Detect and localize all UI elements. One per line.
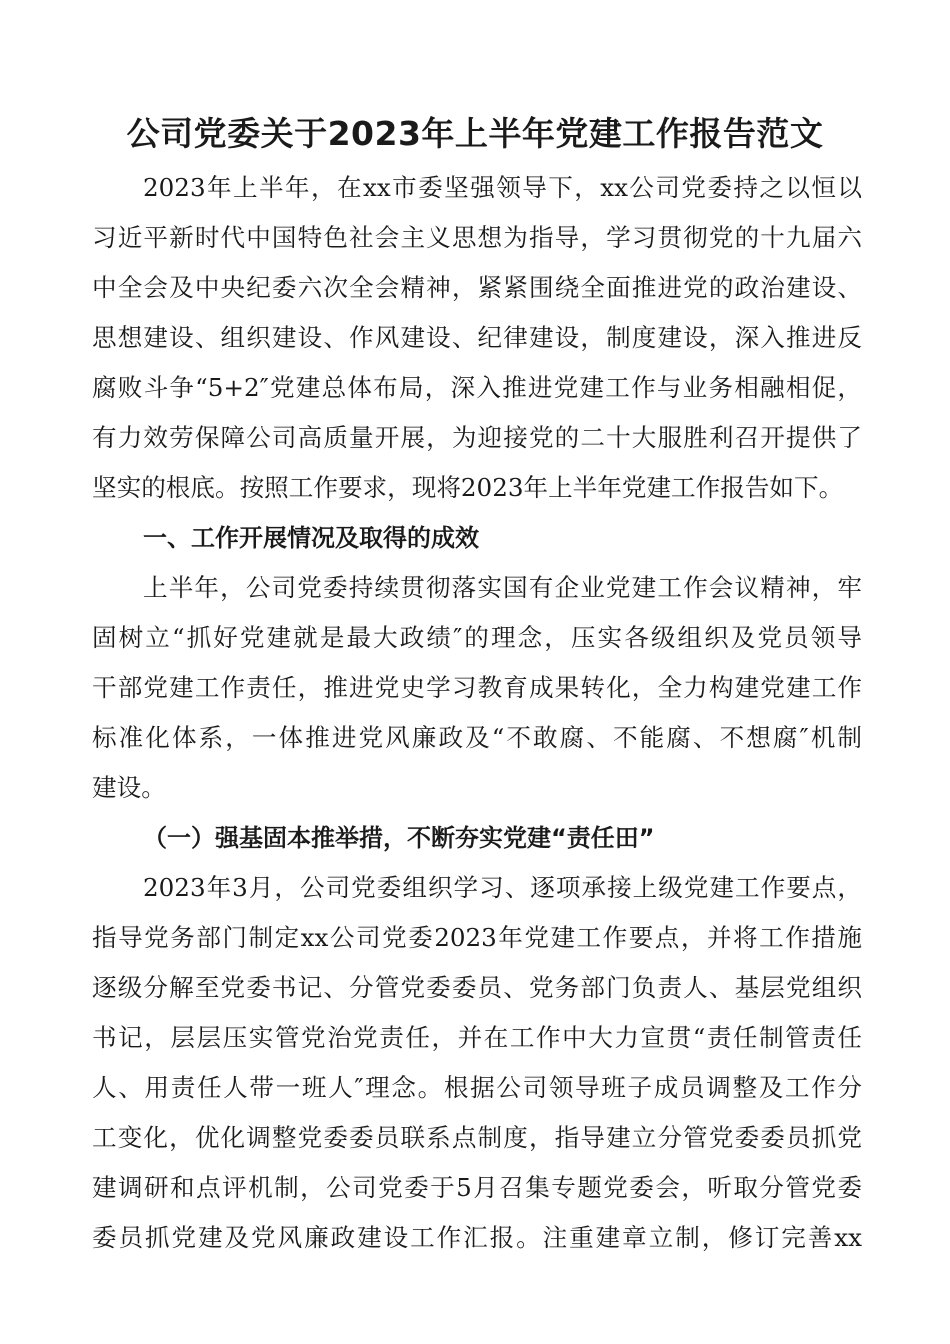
subsection1-line: 逐级分解至党委书记、分管党委委员、党务部门负责人、基层党组织 — [92, 973, 862, 1002]
intro-line: 习近平新时代中国特色社会主义思想为指导，学习贯彻党的十九届六 — [92, 223, 862, 252]
section1-line: 上半年，公司党委持续贯彻落实国有企业党建工作会议精神，牢 — [143, 573, 862, 602]
subsection1-line: 书记，层层压实管党治党责任，并在工作中大力宣贯“责任制管责任 — [92, 1023, 862, 1052]
intro-line: 思想建设、组织建设、作风建设、纪律建设，制度建设，深入推进反 — [92, 323, 862, 352]
intro-line: 2023年上半年，在xx市委坚强领导下，xx公司党委持之以恒以 — [143, 173, 862, 202]
subsection1-line: 工变化，优化调整党委委员联系点制度，指导建立分管党委委员抓党 — [92, 1123, 862, 1152]
section1-line: 建设。 — [92, 773, 166, 802]
subsection1-line: 2023年3月，公司党委组织学习、逐项承接上级党建工作要点， — [143, 873, 862, 902]
document-title: 公司党委关于2023年上半年党建工作报告范文 — [126, 114, 824, 153]
intro-line: 中全会及中央纪委六次全会精神，紧紧围绕全面推进党的政治建设、 — [92, 273, 862, 302]
intro-line: 坚实的根底。按照工作要求，现将2023年上半年党建工作报告如下。 — [92, 473, 844, 502]
section1-line: 干部党建工作责任，推进党史学习教育成果转化，全力构建党建工作 — [92, 673, 862, 702]
subsection-heading: （一）强基固本推举措，不断夯实党建“责任田” — [143, 824, 655, 852]
subsection1-line: 人、用责任人带一班人″理念。根据公司领导班子成员调整及工作分 — [92, 1073, 862, 1102]
subsection1-line: 建调研和点评机制，公司党委于5月召集专题党委会，听取分管党委 — [92, 1173, 862, 1202]
section1-line: 标准化体系，一体推进党风廉政及“不敢腐、不能腐、不想腐″机制 — [92, 723, 862, 752]
section-heading: 一、工作开展情况及取得的成效 — [143, 524, 479, 552]
section1-line: 固树立“抓好党建就是最大政绩″的理念，压实各级组织及党员领导 — [92, 623, 862, 652]
subsection1-line: 委员抓党建及党风廉政建设工作汇报。注重建章立制，修订完善xx — [92, 1223, 862, 1252]
intro-line: 有力效劳保障公司高质量开展，为迎接党的二十大服胜利召开提供了 — [92, 423, 862, 452]
subsection1-line: 指导党务部门制定xx公司党委2023年党建工作要点，并将工作措施 — [92, 923, 862, 952]
intro-line: 腐败斗争“5+2″党建总体布局，深入推进党建工作与业务相融相促， — [92, 373, 862, 402]
